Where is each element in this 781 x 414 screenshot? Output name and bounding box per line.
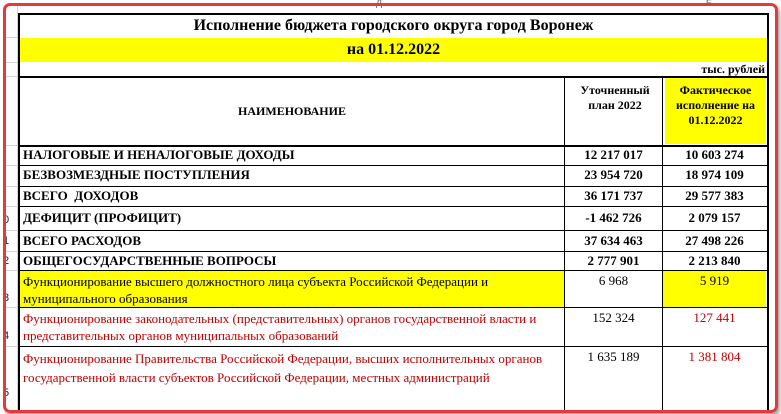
- row-name: Функционирование высшего должностного лица субъекта Российской Федерации и муниципального образования: [20, 271, 564, 307]
- page-title: Исполнение бюджета городского округа город Воронеж: [193, 17, 594, 34]
- row-fact: 27 498 226: [685, 233, 744, 248]
- row-fact: 5 919: [663, 271, 766, 307]
- row-name: ВСЕГО ДОХОДОВ: [23, 188, 139, 203]
- row-fact: 1 381 804: [688, 349, 741, 364]
- row-number: 2: [3, 255, 10, 267]
- units-label: тыс. рублей: [701, 62, 765, 76]
- row-plan: 36 171 737: [584, 188, 643, 203]
- column-letter-e: Е: [706, 0, 713, 8]
- row-fact: 127 441: [693, 310, 736, 325]
- row-name: БЕЗВОЗМЕЗДНЫЕ ПОСТУПЛЕНИЯ: [23, 167, 250, 182]
- row-plan: 12 217 017: [584, 147, 643, 162]
- row-name: Функционирование законодательных (представительных) органов государственной власти и представительных органов муниципальных образований: [23, 311, 537, 343]
- row-number: 0: [3, 214, 10, 226]
- row-plan: 1 635 189: [587, 349, 640, 364]
- row-number: 3: [3, 292, 10, 304]
- row-fact: 29 577 383: [685, 188, 744, 203]
- header-name: НАИМЕНОВАНИЕ: [238, 104, 346, 118]
- row-name: ДЕФИЦИТ (ПРОФИЦИТ): [23, 210, 182, 225]
- row-plan: 6 968: [598, 273, 629, 288]
- row-fact: 18 974 109: [685, 167, 744, 182]
- row-fact: 2 079 157: [688, 210, 741, 225]
- row-name: ОБЩЕГОСУДАРСТВЕННЫЕ ВОПРОСЫ: [23, 253, 277, 268]
- header-plan: Уточненный план 2022: [580, 83, 650, 112]
- row-plan: 23 954 720: [584, 167, 643, 182]
- date-line: на 01.12.2022: [20, 38, 767, 62]
- row-number: 1: [3, 235, 10, 247]
- row-plan: 152 324: [592, 310, 635, 325]
- column-letter-d: Д: [376, 0, 383, 8]
- row-name: НАЛОГОВЫЕ И НЕНАЛОГОВЫЕ ДОХОДЫ: [23, 147, 295, 162]
- row-name: Функционирование Правительства Российской Федерации, высших исполнительных органов государственной власти субъектов Российской Федерации, местных администраций: [23, 351, 543, 385]
- row-number: 4: [3, 330, 10, 342]
- row-fact: 2 213 840: [688, 253, 741, 268]
- row-plan: 37 634 463: [584, 233, 643, 248]
- row-plan: -1 462 726: [585, 210, 642, 225]
- row-number: 5: [3, 387, 10, 399]
- row-fact: 10 603 274: [685, 147, 744, 162]
- row-name: ВСЕГО РАСХОДОВ: [23, 233, 142, 248]
- header-fact: Фактическое исполнение на 01.12.2022: [665, 78, 766, 144]
- row-plan: 2 777 901: [587, 253, 640, 268]
